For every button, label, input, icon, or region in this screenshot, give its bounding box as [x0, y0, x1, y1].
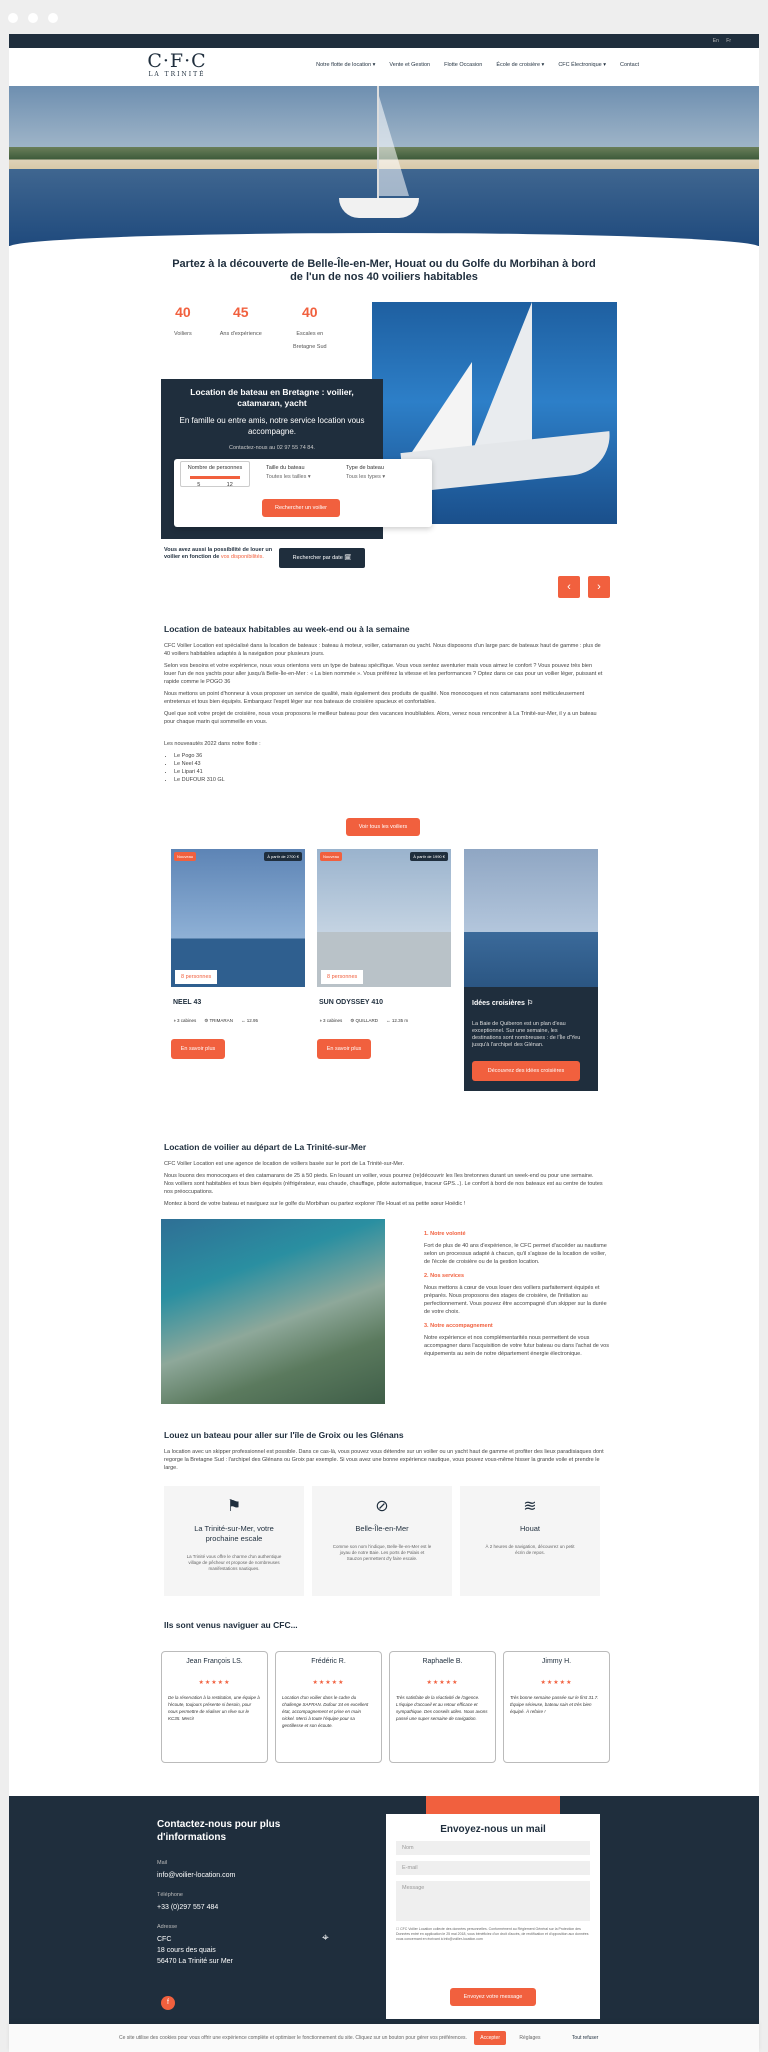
stars-icon: ★★★★★ — [426, 1680, 459, 1686]
stars-icon: ★★★★★ — [312, 1680, 345, 1686]
boat-card-sun-odyssey[interactable] — [317, 849, 451, 1064]
next-arrow-icon[interactable]: › — [588, 576, 610, 598]
waves-icon: ≋ — [523, 1498, 537, 1515]
stars-icon: ★★★★★ — [198, 1680, 231, 1686]
section-location: Location de bateaux habitables au week-end ou à la semaine CFC Voilier Location est spécialisé dans la location de bateaux : bateau à moteur, voilier, catamaran ou yacht. Nous disposons d'un large parc de bateaux haut de gamme : plus de 40 voiliers habitables adaptés à la navigation pour plusieurs jours. Selon vos besoins et votre expérience, nous vous orientons vers un type de bateau spécifique. Vous vous sentez aventurier mais vous aimez le confort ? Vous pouvez très bien louer l'un de nos yachts pour aller jusqu'à Belle-Île-en-Mer : « La bien nommée ». Vous préférez la vitesse et les performances ? Optez dans ce cas pour un voilier léger, puissant et rapide comme le POGO 36 Nous mettons un point d'honneur à vous proposer un service de qualité, mais également des produits de qualité. Nos monocoques et nos catamarans sont méticuleusement entretenus et tous bien équipés. Embarquez l'esprit léger sur nos bateaux de croisière spacieux et confortables. Quel que soit votre projet de croisière, nous vous proposons le meilleur bateau pour des vacances inoubliables. Alors, venez nous rencontrer à La Trinité-sur-Mer, il y a un bateau pour chaque marin qui sommeille en vous. Les nouveautés 2022 dans notre flotte : • Le Pogo 36 • Le Neel 43 • Le Lipari 41 • Le DUFOUR 310 GL — [164, 624, 604, 784]
section-groix-title: Louez un bateau pour aller sur l'île de Groix ou les Glénans — [164, 1430, 404, 1440]
menu-contact[interactable]: Contact — [620, 62, 639, 68]
logo[interactable] — [147, 51, 207, 78]
type-select[interactable] — [346, 465, 385, 480]
destination-trinite: ⚑ La Trinité-sur-Mer, votre prochaine escale La Trinité vous offre le charme d'un authentique village de pêcheur et propose de nombreuses manifestations nautiques. — [164, 1486, 304, 1596]
panel-subtitle: En famille ou entre amis, notre service location vous accompagne. — [179, 416, 365, 436]
lang-fr[interactable]: Fr — [726, 38, 731, 44]
search-by-date-button[interactable]: Rechercher par date 🗓 — [279, 548, 365, 568]
boat-card-image — [317, 849, 451, 987]
footer — [9, 1796, 759, 2024]
mail-link[interactable]: info@voilier-location.com — [157, 1872, 236, 1879]
cookie-text: Ce site utilise des cookies pour vous offrir une expérience complète et optimiser le fonctionnement du site. Cliquez sur un bouton pour gérer vos préférences. — [119, 2035, 467, 2041]
form-title: Envoyez-nous un mail — [440, 1824, 546, 1835]
address-line: 18 cours des quais — [157, 1947, 216, 1954]
type-icon: ⚙ TRIMARAN — [204, 1018, 233, 1023]
page-title: Partez à la découverte de Belle-Île-en-Mer, Houat ou du Golfe du Morbihan à bord de l'un de nos 40 voiliers habitables — [172, 258, 596, 283]
persons-slider[interactable] — [190, 476, 240, 479]
taille-select[interactable] — [266, 465, 311, 480]
address-label: Adresse — [157, 1924, 178, 1930]
stat-experience: 45 Ans d'expérience — [219, 304, 262, 337]
more-button[interactable]: En savoir plus — [171, 1039, 225, 1059]
persons-min: 5 — [197, 482, 201, 488]
type-value: Tous les types ▾ — [346, 474, 386, 480]
stat-escales: 40 Escales en Bretagne Sud — [292, 304, 327, 350]
idees-title: Idées croisières ⚐ — [472, 1000, 534, 1007]
tel-link[interactable]: +33 (0)297 557 484 — [157, 1904, 219, 1911]
taille-value: Toutes les tailles ▾ — [266, 474, 311, 480]
menu-vente[interactable]: Vente et Gestion — [389, 62, 431, 68]
boat-card-image — [171, 849, 305, 987]
type-label: Type de bateau — [346, 465, 384, 471]
idees-desc: La Baie de Quiberon est un plan d'eau exceptionnel. Sur une semaine, les destinations sont nombreuses : de l'Île d'Yeu jusqu'à l'archipel des Glénan. — [472, 1021, 581, 1048]
menu-ecole[interactable]: École de croisière ▾ — [496, 62, 545, 68]
panel-title: Location de bateau en Bretagne : voilier, catamaran, yacht — [190, 387, 354, 408]
persons-badge: 8 personnes — [321, 970, 363, 984]
section-groix: Louez un bateau pour aller sur l'île de Groix ou les Glénans La location avec un skipper professionnel est possible. Dans ce cas-là, vous pouvez vous détendre sur un voilier ou un yacht haut de gamme et profiter des lieux paradisiaques dont regorge la Bretagne Sud : l'archipel des Glénans ou Groix par exemple. Si vous avez une bonne expérience nautique, vous pouvez vous-même hisser la grande voile et prendre le large. — [164, 1430, 604, 1471]
length-icon: ↔ 12.35 m — [386, 1018, 409, 1023]
persons-max: 12 — [226, 482, 233, 488]
testimonials-title: Ils sont venus naviguer au CFC... — [164, 1620, 298, 1630]
boat-specs — [173, 1018, 305, 1024]
testimonial: Jimmy H. ★★★★★ Très bonne semaine passée sur le first 31.7. Équipe sérieuse, bateau sain et très bien équipé. À refaire ! — [503, 1651, 610, 1763]
mail-label: Mail — [157, 1860, 168, 1866]
language-bar — [9, 34, 759, 48]
prev-arrow-icon[interactable]: ‹ — [558, 576, 580, 598]
settings-link[interactable]: Réglages — [519, 2035, 541, 2041]
taille-label: Taille du bateau — [266, 465, 305, 471]
type-icon: ⚙ QUILLARD — [350, 1018, 379, 1023]
stars-icon: ★★★★★ — [540, 1680, 573, 1686]
boat-name: NEEL 43 — [173, 999, 202, 1006]
cookie-banner — [9, 2024, 759, 2052]
search-form — [174, 459, 432, 527]
menu-electronique[interactable]: CFC Électronique ▾ — [558, 62, 607, 68]
stat-voiliers: 40 Voiliers — [174, 304, 192, 337]
section-trinite: Location de voilier au départ de La Trinité-sur-Mer CFC Voilier Location est une agence de location de voiliers basée sur le port de La Trinité-sur-Mer. Nous louons des monocoques et des catamarans de 25 à 50 pieds. En louant un voilier, vous pourrez (re)découvrir les îles bretonnes durant un week-end ou pour une semaine. Nos voiliers sont habitables et tous bien équipés (réfrigérateur, eau chaude, chauffage, pilote automatique, traceur GPS...). Le confort à bord de nos bateaux est au centre de toutes nos préoccupations. Montez à bord de votre bateau et naviguez sur le golfe du Morbihan ou partez explorer l'île Houat et sa petite sœur Hoëdic ! — [164, 1142, 603, 1207]
length-icon: ↔ 12.95 — [240, 1018, 258, 1023]
dispo-text: Vous avez aussi la possibilité de louer un voilier en fonction de vos disponibilités. — [164, 547, 273, 560]
price-badge: À partir de 2700 € — [264, 852, 302, 861]
page-frame — [9, 34, 759, 2041]
address-line: 56470 La Trinité sur Mer — [157, 1958, 233, 1965]
cabins-icon: ◑ 3 cabines — [319, 1018, 343, 1023]
badge-new: Nouveau — [320, 852, 342, 861]
map-pin-icon: ⌖ — [322, 1930, 329, 1944]
refuse-link[interactable]: Tout refuser — [571, 2035, 599, 2041]
form-accent-bar — [426, 1796, 560, 1814]
testimonials-title-wrap — [164, 1620, 604, 1638]
points-list: 1. Notre volonté Fort de plus de 40 ans d'expérience, le CFC permet d'accéder au nautisme selon un processus adapté à chacun, qu'il s'agisse de la location de voilier, de l'école de croisière ou de la gestion location. 2. Nos services Nous mettons à cœur de vous louer des voiliers parfaitement équipés et préparés. Nous proposons des stages de croisière, de l'initiation au perfectionnement. Vous pouvez être accompagné d'un skipper sur la durée de votre choix. 3. Notre accompagnement Notre expérience et nos complémentarités nous permettent de vous accompagner dans l'acquisition de votre futur bateau ou dans l'achat de vos équipements au sein de notre département énergie électronique. — [424, 1231, 609, 1357]
browser-dots — [8, 10, 68, 28]
testimonials — [161, 1651, 610, 1763]
footer-title: Contactez-nous pour plus d'informations — [157, 1819, 281, 1843]
contact-form — [386, 1814, 600, 2019]
testimonial: Raphaelle B. ★★★★★ Très satisfaite de la réactivité de l'agence. L'équipe d'accueil et au retour efficace et sympathique. Des conseils utiles. Nous avons passé une super semaine de navigation. — [389, 1651, 496, 1763]
compass-icon: ⊘ — [375, 1498, 389, 1515]
idees-button[interactable]: Découvrez des idées croisières — [472, 1061, 580, 1081]
boat-specs — [319, 1018, 451, 1024]
badge-new: Nouveau — [174, 852, 196, 861]
cabins-icon: ◑ 3 cabines — [173, 1018, 197, 1023]
tel-label: Téléphone — [157, 1892, 183, 1898]
destination-belle-ile: ⊘ Belle-Île-en-Mer Comme son nom l'indique, Belle-Île-en-Mer est le joyau de notre Baie. Les ports de Palais et Sauzon permettent d'y faire escale. — [312, 1486, 452, 1596]
hero-image — [9, 86, 759, 246]
more-button[interactable]: En savoir plus — [317, 1039, 371, 1059]
flag-icon: ⚑ — [226, 1498, 242, 1515]
persons-slider-box[interactable] — [180, 461, 250, 487]
menu-occasion[interactable]: Flotte Occasion — [444, 62, 483, 68]
logo-sub: LA TRINITÉ — [148, 71, 206, 78]
send-button[interactable]: Envoyez votre message — [450, 1988, 536, 2006]
social-icon[interactable]: f — [161, 1996, 175, 2010]
persons-label: Nombre de personnes — [187, 465, 243, 471]
idees-croisieres-card — [464, 849, 598, 1091]
section-location-title: Location de bateaux habitables au week-end ou à la semaine — [164, 624, 410, 634]
email-input[interactable]: E-mail — [396, 1861, 590, 1875]
all-boats-button[interactable]: Voir tous les voiliers — [346, 818, 420, 836]
testimonial: Jean François LS. ★★★★★ De la réservation à la restitution, une équipe à l'écoute, toujours présente si besoin, pour nous permettre de réaliser un rêve sur le KC35. Merci! — [161, 1651, 268, 1763]
harbor-photo — [161, 1219, 385, 1404]
destination-houat: ≋ Houat À 2 heures de navigation, découvrez un petit écrin de repos. — [460, 1486, 600, 1596]
address-line: CFC — [157, 1936, 172, 1943]
stats — [174, 304, 330, 354]
main-nav — [9, 48, 759, 86]
price-badge: À partir de 1990 € — [410, 852, 448, 861]
idees-image — [464, 849, 598, 987]
search-button[interactable]: Rechercher un voilier — [262, 499, 340, 517]
consent-checkbox[interactable]: ☐ CFC Voilier Location collecte des données personnelles. Conformément au Règlement Général sur la Protection des Données entré en application le 25 mai 2018, vous bénéficiez d'un droit d'accès, de rectification et d'opposition aux données vous concernant en écrivant à info@voilier-location.com — [396, 1927, 589, 1941]
logo-mark: C·F·C — [147, 50, 207, 72]
panel-contact: Contactez-nous au 02 97 55 74 84. — [229, 445, 315, 451]
boat-name: SUN ODYSSEY 410 — [319, 999, 384, 1006]
menu-flotte[interactable]: Notre flotte de location ▾ — [316, 62, 376, 68]
section-trinite-title: Location de voilier au départ de La Trinité-sur-Mer — [164, 1142, 367, 1152]
new-boats-list: • Le Pogo 36 • Le Neel 43 • Le Lipari 41 • Le DUFOUR 310 GL — [164, 752, 604, 784]
menu — [316, 62, 639, 68]
carousel-arrows — [558, 576, 610, 598]
destinations — [164, 1486, 600, 1596]
accept-button[interactable]: Accepter — [474, 2031, 506, 2045]
message-input[interactable]: Message — [396, 1881, 590, 1921]
name-input[interactable]: Nom — [396, 1841, 590, 1855]
testimonial: Frédéric R. ★★★★★ Location d'un voilier dans le cadre du challenge SAFRAN. Dufour 34 en excellent état, accompagnement et prise en main nickel. Merci à toute l'équipe pour sa gentillesse et son écoute. — [275, 1651, 382, 1763]
dispo-link[interactable]: vos disponibilités. — [220, 554, 264, 560]
persons-badge: 8 personnes — [175, 970, 217, 984]
boat-card-neel[interactable] — [171, 849, 305, 1064]
lang-en[interactable]: En — [712, 38, 719, 44]
map-icon: ⚐ — [526, 1000, 534, 1007]
